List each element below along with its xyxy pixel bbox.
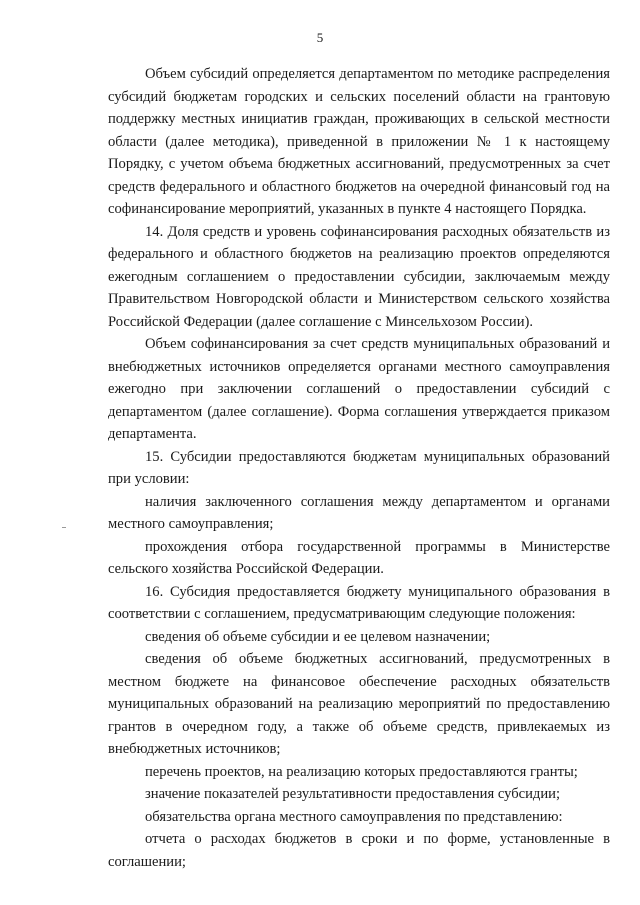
paragraph-condition-selection: прохождения отбора государственной программы в Министерстве сельского хозяйства Российской Федерации. [108,538,610,577]
paragraph-provision-subsidy-info: сведения об объеме субсидии и ее целевом назначении; [145,628,491,645]
paragraph-condition-agreement: наличия заключенного соглашения между департаментом и органами местного самоуправления; [108,493,610,532]
paragraph-provision-report: отчета о расходах бюджетов в сроки и по форме, установленные в соглашении; [108,831,610,870]
paragraph-subsidy-volume: Объем субсидий определяется департаментом по методике распределения субсидий бюджетам городских и сельских поселений области на грантовую поддержку местных инициатив граждан, проживающих в сельской местности области (далее методика), приведенной в приложении № 1 к настоящему Порядку, с учетом объема бюджетных ассигнований, предусмотренных за счет средств федерального и областного бюджетов на очередной финансовый год на софинансирование мероприятий, указанных в пункте 4 настоящего Порядка. [108,66,610,217]
paragraph-provision-project-list: перечень проектов, на реализацию которых предоставляются гранты; [145,763,578,780]
paragraph-provision-indicators: значение показателей результативности предоставления субсидии; [145,786,561,802]
paragraph-16-agreement-provisions: 16. Субсидия предоставляется бюджету муниципального образования в соответствии с соглашением, предусматривающим следующие положения: [108,583,610,622]
paragraph-provision-budget-info: сведения об объеме бюджетных ассигнований, предусмотренных в местном бюджете на финансовое обеспечение расходных обязательств муниципальных образований на реализацию мероприятий по предоставлению грантов в очередном году, а также об объеме средств, привлекаемых из внебюджетных источников; [108,651,610,757]
page-number: 5 [316,30,324,45]
margin-mark [62,527,66,528]
paragraph-15-conditions: 15. Субсидии предоставляются бюджетам муниципальных образований при условии: [108,448,610,487]
paragraph-14-cofinancing-share: 14. Доля средств и уровень софинансирования расходных обязательств из федерального и областного бюджетов на реализацию проектов определяются ежегодным соглашением о предоставлении субсидии, заключаемым между Правительством Новгородской области и Министерством сельского хозяйства Российской Федерации (далее соглашение с Минсельхозом России). [108,223,610,330]
paragraph-provision-obligations: обязательства органа местного самоуправления по представлению: [145,808,563,825]
paragraph-cofinancing-volume: Объем софинансирования за счет средств муниципальных образований и внебюджетных источников определяется органами местного самоуправления ежегодно при заключении соглашений о предоставлении субсидий с департаментом (далее соглашение). Форма соглашения утверждается приказом департамента. [108,336,610,442]
document-body [108,63,610,873]
